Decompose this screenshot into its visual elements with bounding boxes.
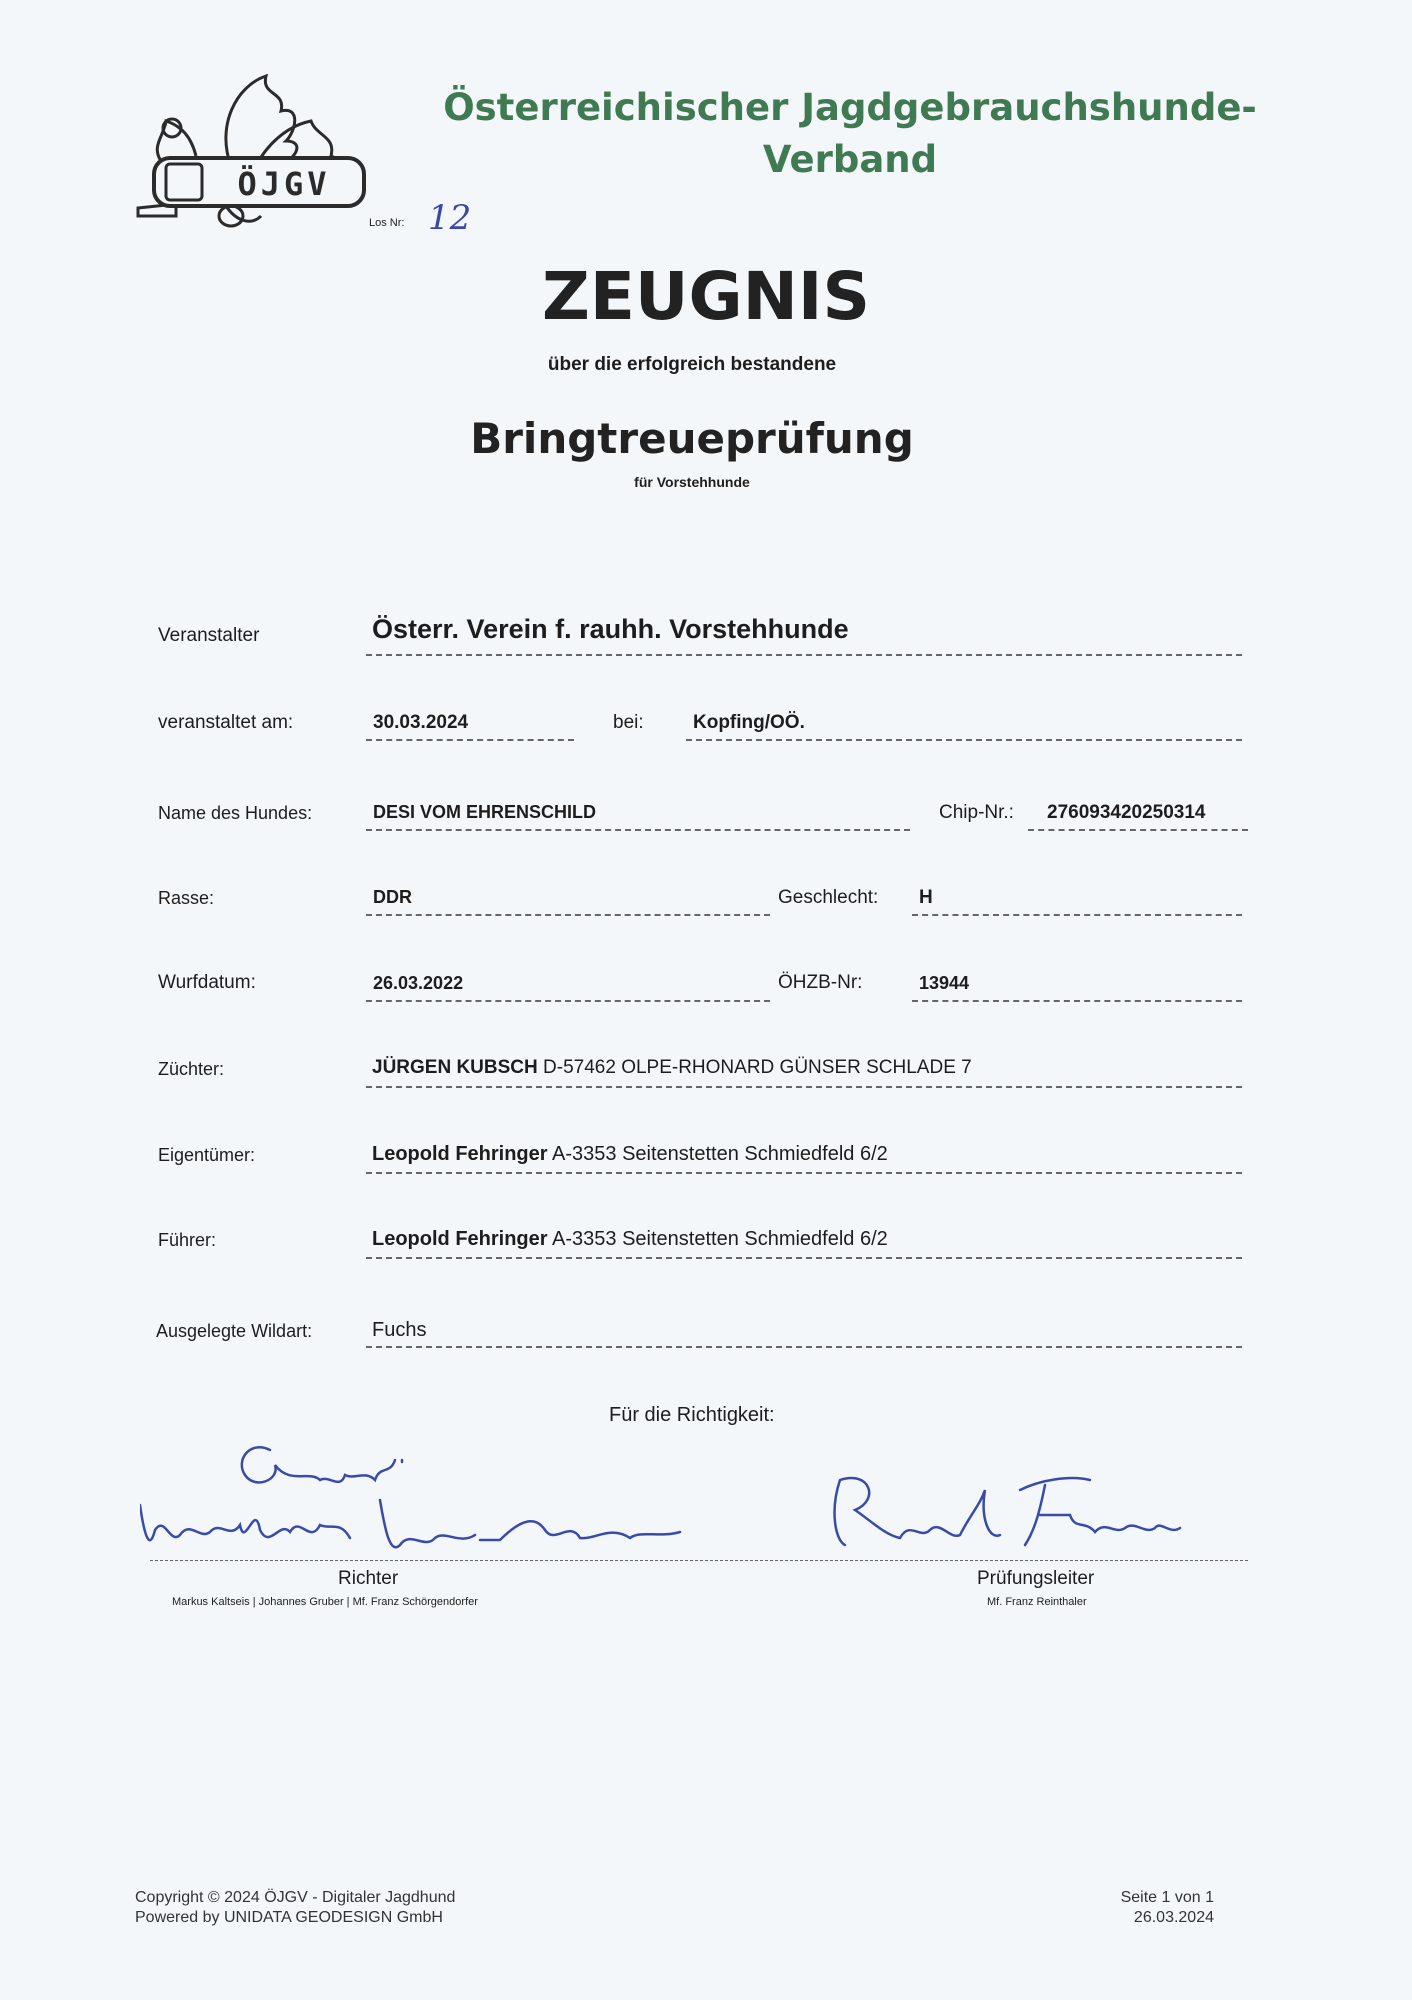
eigentuemer-line [366, 1172, 1242, 1174]
date-line [366, 739, 574, 741]
bei-line [686, 739, 1242, 741]
fuehrer-label: Führer: [158, 1230, 217, 1250]
exam-subtitle: für Vorstehhunde [634, 474, 750, 490]
richter-names: Markus Kaltseis | Johannes Gruber | Mf. Franz Schörgendorfer [172, 1596, 478, 1608]
ohzb-label: ÖHZB-Nr: [778, 972, 863, 993]
organization-name-line1: Österreichischer Jagdgebrauchshunde- [443, 86, 1257, 129]
footer-date: 26.03.2024 [1133, 1909, 1214, 1926]
bei-label: bei: [613, 712, 644, 733]
zuechter-address: D-57462 OLPE-RHONARD GÜNSER SCHLADE 7 [543, 1057, 972, 1078]
wurfdatum-line [366, 1000, 770, 1002]
pruefungsleiter-name: Mf. Franz Reinthaler [987, 1596, 1087, 1608]
zuechter-label: Züchter: [158, 1059, 225, 1079]
chip-line [1028, 829, 1248, 831]
fuehrer-name: Leopold Fehringer [372, 1228, 548, 1250]
los-nr-label: Los Nr: [369, 217, 405, 229]
eigentuemer-address: A-3353 Seitenstetten Schmiedfeld 6/2 [552, 1143, 888, 1165]
los-nr-value: 12 [428, 198, 472, 238]
geschlecht-line [912, 914, 1242, 916]
eigentuemer-name: Leopold Fehringer [372, 1143, 548, 1165]
veranstalter-value: Österr. Verein f. rauhh. Vorstehhunde [372, 614, 849, 644]
bei-value: Kopfing/OÖ. [693, 712, 805, 733]
wurfdatum-label: Wurfdatum: [158, 972, 256, 993]
fuehrer-value [372, 1228, 888, 1251]
pruefungsleiter-role: Prüfungsleiter [977, 1568, 1095, 1589]
hund-label: Name des Hundes: [158, 803, 313, 823]
organization-name [400, 82, 1300, 186]
rasse-label: Rasse: [158, 888, 215, 908]
geschlecht-label: Geschlecht: [778, 887, 879, 908]
fuehrer-line [366, 1257, 1242, 1259]
zuechter-name: JÜRGEN KUBSCH [372, 1057, 538, 1078]
signatures-image [140, 1420, 1260, 1590]
eigentuemer-label: Eigentümer: [158, 1145, 256, 1165]
rasse-line [366, 914, 770, 916]
zuechter-line [366, 1086, 1242, 1088]
hund-value: DESI VOM EHRENSCHILD [373, 802, 597, 822]
exam-name: Bringtreueprüfung [470, 414, 914, 463]
hund-line [366, 829, 910, 831]
footer-left [135, 1888, 455, 1928]
ojgv-logo [136, 66, 368, 236]
footer-copyright: Copyright © 2024 ÖJGV - Digitaler Jagdhund [135, 1889, 456, 1906]
geschlecht-value: H [919, 887, 933, 908]
wildart-value: Fuchs [372, 1319, 427, 1341]
footer-right [1121, 1888, 1214, 1928]
date-label: veranstaltet am: [158, 712, 294, 733]
certificate-subtitle: über die erfolgreich bestandene [547, 354, 837, 375]
wildart-line [366, 1346, 1242, 1348]
date-value: 30.03.2024 [373, 712, 469, 733]
wildart-label: Ausgelegte Wildart: [156, 1321, 313, 1341]
veranstalter-line [366, 654, 1242, 656]
chip-value: 276093420250314 [1047, 802, 1206, 823]
veranstalter-label: Veranstalter [158, 625, 260, 646]
chip-label: Chip-Nr.: [939, 802, 1014, 823]
rasse-value: DDR [373, 887, 412, 907]
footer-powered-by: Powered by UNIDATA GEODESIGN GmbH [135, 1909, 443, 1926]
ohzb-line [912, 1000, 1242, 1002]
signature-line [150, 1560, 1248, 1561]
zuechter-value [372, 1057, 972, 1079]
ohzb-value: 13944 [919, 973, 970, 993]
fuehrer-address: A-3353 Seitenstetten Schmiedfeld 6/2 [552, 1228, 888, 1250]
richter-role: Richter [338, 1568, 399, 1589]
eigentuemer-value [372, 1143, 888, 1166]
richtigkeit-label: Für die Richtigkeit: [609, 1404, 775, 1426]
logo-text: ÖJGV [237, 165, 331, 203]
footer-page-number: Seite 1 von 1 [1120, 1889, 1214, 1906]
certificate-title: ZEUGNIS [541, 258, 871, 335]
wurfdatum-value: 26.03.2022 [373, 973, 464, 993]
organization-name-line2: Verband [762, 138, 938, 181]
